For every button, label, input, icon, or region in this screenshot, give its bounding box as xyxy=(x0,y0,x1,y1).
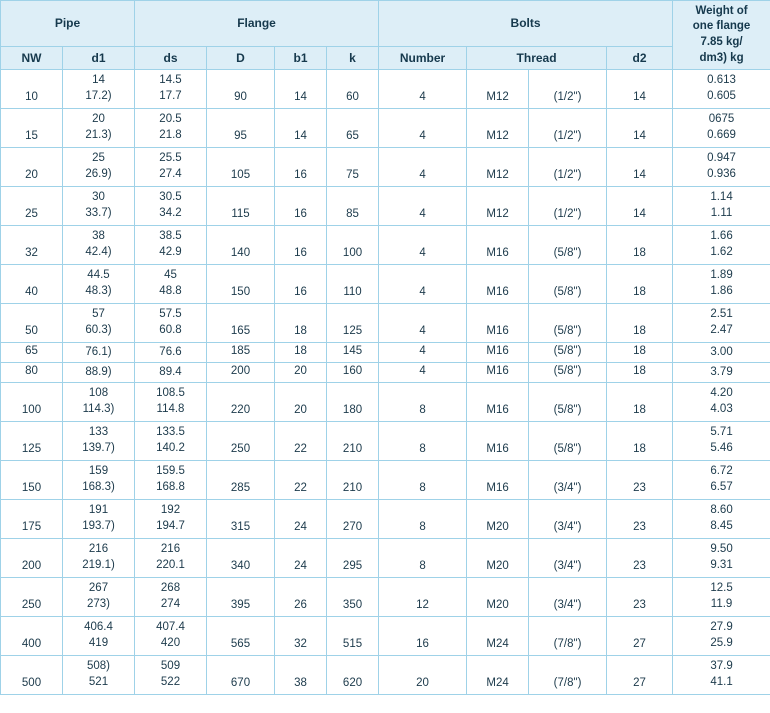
cell-d1: 38 42.4) xyxy=(63,226,135,265)
group-header-flange: Flange xyxy=(135,1,379,47)
col-header-number: Number xyxy=(379,47,467,70)
cell-nw: 40 xyxy=(1,265,63,304)
cell-thickness-b1: 22 xyxy=(275,461,327,500)
cell-nw: 80 xyxy=(1,363,63,383)
cell-thread-inch: (5/8") xyxy=(529,226,607,265)
table-row xyxy=(1,363,770,383)
cell-bolt-hole-d2: 14 xyxy=(607,109,673,148)
table-row xyxy=(1,265,770,304)
table-row xyxy=(1,187,770,226)
cell-bolt-circle-k: 350 xyxy=(327,578,379,617)
cell-weight: 4.20 4.03 xyxy=(673,383,770,422)
cell-thickness-b1: 32 xyxy=(275,617,327,656)
table-row xyxy=(1,148,770,187)
cell-bolt-number: 4 xyxy=(379,226,467,265)
cell-thread-inch: (7/8") xyxy=(529,656,607,695)
table-row xyxy=(1,578,770,617)
cell-thread-inch: (3/4") xyxy=(529,539,607,578)
cell-thickness-b1: 26 xyxy=(275,578,327,617)
cell-thread-inch: (3/4") xyxy=(529,461,607,500)
cell-nw: 125 xyxy=(1,422,63,461)
cell-thread-inch: (3/4") xyxy=(529,500,607,539)
cell-bolt-circle-k: 210 xyxy=(327,422,379,461)
cell-thread-inch: (1/2") xyxy=(529,109,607,148)
cell-thread-inch: (3/4") xyxy=(529,578,607,617)
cell-thread-metric: M20 xyxy=(467,539,529,578)
cell-weight: 1.14 1.11 xyxy=(673,187,770,226)
cell-outer-diameter-D: 200 xyxy=(207,363,275,383)
cell-weight: 3.79 xyxy=(673,363,770,383)
cell-outer-diameter-D: 220 xyxy=(207,383,275,422)
cell-outer-diameter-D: 565 xyxy=(207,617,275,656)
cell-thread-metric: M20 xyxy=(467,578,529,617)
cell-thread-inch: (5/8") xyxy=(529,363,607,383)
cell-thickness-b1: 18 xyxy=(275,304,327,343)
cell-thread-metric: M16 xyxy=(467,383,529,422)
cell-thickness-b1: 18 xyxy=(275,343,327,363)
table-row xyxy=(1,226,770,265)
cell-nw: 175 xyxy=(1,500,63,539)
cell-thread-metric: M12 xyxy=(467,70,529,109)
table-row xyxy=(1,343,770,363)
cell-thickness-b1: 24 xyxy=(275,539,327,578)
cell-bolt-circle-k: 270 xyxy=(327,500,379,539)
cell-bolt-number: 16 xyxy=(379,617,467,656)
cell-weight: 1.89 1.86 xyxy=(673,265,770,304)
cell-ds: 192 194.7 xyxy=(135,500,207,539)
cell-d1: 406.4 419 xyxy=(63,617,135,656)
cell-ds: 133.5 140.2 xyxy=(135,422,207,461)
cell-weight: 6.72 6.57 xyxy=(673,461,770,500)
cell-weight: 12.5 11.9 xyxy=(673,578,770,617)
cell-outer-diameter-D: 165 xyxy=(207,304,275,343)
cell-bolt-circle-k: 60 xyxy=(327,70,379,109)
cell-outer-diameter-D: 90 xyxy=(207,70,275,109)
cell-bolt-number: 4 xyxy=(379,304,467,343)
cell-bolt-hole-d2: 18 xyxy=(607,343,673,363)
cell-thread-inch: (5/8") xyxy=(529,383,607,422)
cell-nw: 25 xyxy=(1,187,63,226)
cell-ds: 159.5 168.8 xyxy=(135,461,207,500)
col-header-nw: NW xyxy=(1,47,63,70)
cell-ds: 45 48.8 xyxy=(135,265,207,304)
cell-bolt-hole-d2: 23 xyxy=(607,461,673,500)
cell-thickness-b1: 16 xyxy=(275,226,327,265)
col-header-d2: d2 xyxy=(607,47,673,70)
cell-outer-diameter-D: 670 xyxy=(207,656,275,695)
cell-outer-diameter-D: 150 xyxy=(207,265,275,304)
cell-d1: 88.9) xyxy=(63,363,135,383)
cell-thickness-b1: 14 xyxy=(275,70,327,109)
cell-bolt-hole-d2: 23 xyxy=(607,578,673,617)
cell-thickness-b1: 20 xyxy=(275,363,327,383)
cell-weight: 37.9 41.1 xyxy=(673,656,770,695)
cell-ds: 25.5 27.4 xyxy=(135,148,207,187)
cell-weight: 8.60 8.45 xyxy=(673,500,770,539)
cell-weight: 0675 0.669 xyxy=(673,109,770,148)
cell-thread-metric: M12 xyxy=(467,148,529,187)
cell-d1: 25 26.9) xyxy=(63,148,135,187)
cell-bolt-hole-d2: 18 xyxy=(607,363,673,383)
cell-thread-metric: M16 xyxy=(467,304,529,343)
cell-outer-diameter-D: 140 xyxy=(207,226,275,265)
col-header-b1: b1 xyxy=(275,47,327,70)
cell-bolt-number: 4 xyxy=(379,148,467,187)
cell-nw: 20 xyxy=(1,148,63,187)
cell-nw: 250 xyxy=(1,578,63,617)
cell-thread-inch: (1/2") xyxy=(529,148,607,187)
cell-outer-diameter-D: 115 xyxy=(207,187,275,226)
cell-d1: 108 114.3) xyxy=(63,383,135,422)
cell-thread-metric: M16 xyxy=(467,226,529,265)
cell-ds: 108.5 114.8 xyxy=(135,383,207,422)
cell-weight: 1.66 1.62 xyxy=(673,226,770,265)
table-row xyxy=(1,304,770,343)
cell-d1: 76.1) xyxy=(63,343,135,363)
table-row xyxy=(1,617,770,656)
cell-outer-diameter-D: 95 xyxy=(207,109,275,148)
cell-d1: 508) 521 xyxy=(63,656,135,695)
cell-d1: 44.5 48.3) xyxy=(63,265,135,304)
cell-bolt-hole-d2: 14 xyxy=(607,148,673,187)
cell-bolt-circle-k: 75 xyxy=(327,148,379,187)
cell-ds: 57.5 60.8 xyxy=(135,304,207,343)
cell-bolt-circle-k: 620 xyxy=(327,656,379,695)
cell-ds: 268 274 xyxy=(135,578,207,617)
cell-thread-metric: M24 xyxy=(467,656,529,695)
cell-bolt-circle-k: 295 xyxy=(327,539,379,578)
cell-bolt-number: 8 xyxy=(379,539,467,578)
table-row xyxy=(1,422,770,461)
cell-nw: 150 xyxy=(1,461,63,500)
cell-d1: 159 168.3) xyxy=(63,461,135,500)
cell-thickness-b1: 16 xyxy=(275,187,327,226)
cell-bolt-number: 8 xyxy=(379,461,467,500)
cell-bolt-number: 4 xyxy=(379,187,467,226)
cell-ds: 76.6 xyxy=(135,343,207,363)
cell-bolt-circle-k: 180 xyxy=(327,383,379,422)
cell-thread-inch: (5/8") xyxy=(529,422,607,461)
group-header-pipe: Pipe xyxy=(1,1,135,47)
cell-ds: 216 220.1 xyxy=(135,539,207,578)
cell-thread-metric: M12 xyxy=(467,109,529,148)
cell-bolt-hole-d2: 23 xyxy=(607,539,673,578)
cell-d1: 57 60.3) xyxy=(63,304,135,343)
cell-outer-diameter-D: 285 xyxy=(207,461,275,500)
cell-bolt-circle-k: 145 xyxy=(327,343,379,363)
cell-weight: 9.50 9.31 xyxy=(673,539,770,578)
cell-bolt-number: 4 xyxy=(379,265,467,304)
weight-line-2: one flange xyxy=(692,20,751,33)
cell-nw: 32 xyxy=(1,226,63,265)
cell-bolt-circle-k: 85 xyxy=(327,187,379,226)
cell-bolt-hole-d2: 18 xyxy=(607,265,673,304)
cell-ds: 509 522 xyxy=(135,656,207,695)
cell-thread-metric: M16 xyxy=(467,343,529,363)
cell-weight: 27.9 25.9 xyxy=(673,617,770,656)
cell-thickness-b1: 38 xyxy=(275,656,327,695)
cell-outer-diameter-D: 185 xyxy=(207,343,275,363)
cell-thickness-b1: 20 xyxy=(275,383,327,422)
table-row xyxy=(1,656,770,695)
cell-outer-diameter-D: 250 xyxy=(207,422,275,461)
cell-thread-inch: (7/8") xyxy=(529,617,607,656)
cell-ds: 20.5 21.8 xyxy=(135,109,207,148)
cell-bolt-number: 8 xyxy=(379,383,467,422)
cell-outer-diameter-D: 340 xyxy=(207,539,275,578)
cell-d1: 267 273) xyxy=(63,578,135,617)
cell-thread-inch: (1/2") xyxy=(529,187,607,226)
cell-thickness-b1: 14 xyxy=(275,109,327,148)
cell-thread-inch: (1/2") xyxy=(529,70,607,109)
weight-line-4: dm3) kg xyxy=(699,51,744,64)
cell-d1: 191 193.7) xyxy=(63,500,135,539)
cell-bolt-hole-d2: 18 xyxy=(607,304,673,343)
cell-thread-metric: M12 xyxy=(467,187,529,226)
cell-bolt-number: 8 xyxy=(379,422,467,461)
cell-nw: 10 xyxy=(1,70,63,109)
cell-ds: 30.5 34.2 xyxy=(135,187,207,226)
cell-nw: 65 xyxy=(1,343,63,363)
table-row xyxy=(1,383,770,422)
col-header-k: k xyxy=(327,47,379,70)
cell-bolt-circle-k: 110 xyxy=(327,265,379,304)
cell-bolt-circle-k: 100 xyxy=(327,226,379,265)
cell-weight: 0.947 0.936 xyxy=(673,148,770,187)
weight-line-1: Weight of xyxy=(695,4,748,17)
cell-nw: 15 xyxy=(1,109,63,148)
table-row xyxy=(1,539,770,578)
cell-bolt-number: 4 xyxy=(379,109,467,148)
cell-outer-diameter-D: 395 xyxy=(207,578,275,617)
table-row xyxy=(1,461,770,500)
cell-bolt-number: 8 xyxy=(379,500,467,539)
cell-bolt-circle-k: 125 xyxy=(327,304,379,343)
group-header-weight xyxy=(673,1,770,70)
cell-ds: 89.4 xyxy=(135,363,207,383)
cell-thread-metric: M20 xyxy=(467,500,529,539)
cell-bolt-hole-d2: 23 xyxy=(607,500,673,539)
cell-bolt-hole-d2: 18 xyxy=(607,226,673,265)
cell-thread-metric: M16 xyxy=(467,265,529,304)
table-group-header-row xyxy=(1,1,770,47)
table-sub-header-row xyxy=(1,47,770,70)
cell-bolt-hole-d2: 27 xyxy=(607,656,673,695)
group-header-bolts: Bolts xyxy=(379,1,673,47)
cell-thread-inch: (5/8") xyxy=(529,343,607,363)
cell-d1: 216 219.1) xyxy=(63,539,135,578)
col-header-D: D xyxy=(207,47,275,70)
cell-nw: 200 xyxy=(1,539,63,578)
cell-ds: 38.5 42.9 xyxy=(135,226,207,265)
cell-d1: 14 17.2) xyxy=(63,70,135,109)
cell-nw: 500 xyxy=(1,656,63,695)
table-row xyxy=(1,500,770,539)
cell-nw: 50 xyxy=(1,304,63,343)
cell-weight: 5.71 5.46 xyxy=(673,422,770,461)
table-row xyxy=(1,109,770,148)
cell-thread-metric: M24 xyxy=(467,617,529,656)
cell-d1: 30 33.7) xyxy=(63,187,135,226)
cell-bolt-number: 20 xyxy=(379,656,467,695)
cell-bolt-hole-d2: 18 xyxy=(607,383,673,422)
col-header-d1: d1 xyxy=(63,47,135,70)
cell-thickness-b1: 22 xyxy=(275,422,327,461)
cell-bolt-hole-d2: 18 xyxy=(607,422,673,461)
cell-weight: 0.613 0.605 xyxy=(673,70,770,109)
cell-ds: 14.5 17.7 xyxy=(135,70,207,109)
cell-weight: 2.51 2.47 xyxy=(673,304,770,343)
cell-bolt-number: 4 xyxy=(379,363,467,383)
cell-outer-diameter-D: 315 xyxy=(207,500,275,539)
cell-nw: 100 xyxy=(1,383,63,422)
cell-bolt-circle-k: 160 xyxy=(327,363,379,383)
cell-thread-inch: (5/8") xyxy=(529,265,607,304)
cell-thickness-b1: 16 xyxy=(275,265,327,304)
cell-thread-metric: M16 xyxy=(467,363,529,383)
cell-bolt-number: 12 xyxy=(379,578,467,617)
cell-weight: 3.00 xyxy=(673,343,770,363)
cell-bolt-circle-k: 210 xyxy=(327,461,379,500)
cell-outer-diameter-D: 105 xyxy=(207,148,275,187)
cell-bolt-number: 4 xyxy=(379,343,467,363)
cell-d1: 133 139.7) xyxy=(63,422,135,461)
cell-bolt-hole-d2: 14 xyxy=(607,187,673,226)
cell-ds: 407.4 420 xyxy=(135,617,207,656)
table-row xyxy=(1,70,770,109)
cell-bolt-circle-k: 515 xyxy=(327,617,379,656)
cell-thread-metric: M16 xyxy=(467,461,529,500)
cell-thread-metric: M16 xyxy=(467,422,529,461)
cell-bolt-hole-d2: 14 xyxy=(607,70,673,109)
cell-bolt-circle-k: 65 xyxy=(327,109,379,148)
cell-bolt-number: 4 xyxy=(379,70,467,109)
cell-thickness-b1: 24 xyxy=(275,500,327,539)
cell-thread-inch: (5/8") xyxy=(529,304,607,343)
cell-thickness-b1: 16 xyxy=(275,148,327,187)
cell-bolt-hole-d2: 27 xyxy=(607,617,673,656)
cell-d1: 20 21.3) xyxy=(63,109,135,148)
col-header-ds: ds xyxy=(135,47,207,70)
weight-line-3: 7.85 kg/ xyxy=(700,36,743,48)
cell-nw: 400 xyxy=(1,617,63,656)
col-header-thread: Thread xyxy=(467,47,607,70)
